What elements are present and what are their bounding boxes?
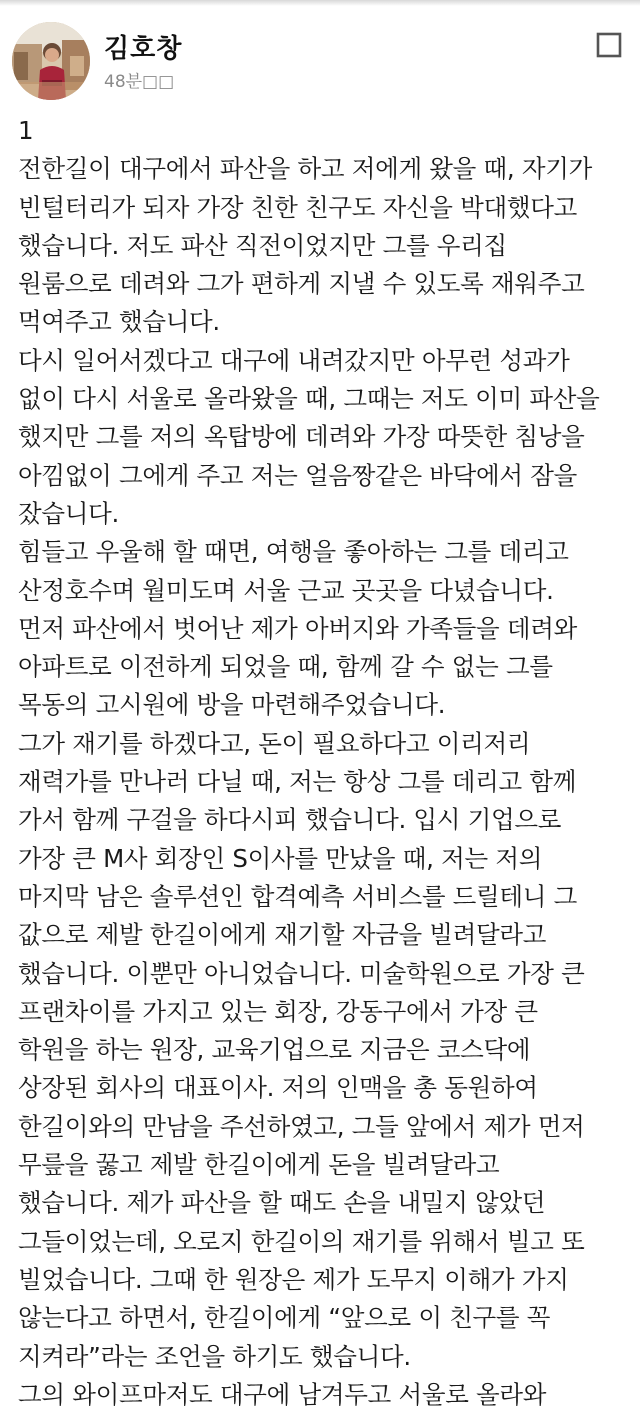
- post-text-line: 빈털터리가 되자 가장 친한 친구도 자신을 박대했다고: [18, 192, 577, 222]
- post-text-line: 했습니다. 저도 파산 직전이었지만 그를 우리집: [18, 230, 507, 260]
- post-text-line: 목동의 고시원에 방을 마련해주었습니다.: [18, 690, 446, 720]
- post-text-line: 무릎을 꿇고 제발 한길이에게 돈을 빌려달라고: [18, 1150, 500, 1180]
- post-text-line: 마지막 남은 솔루션인 합격예측 서비스를 드릴테니 그: [18, 881, 577, 911]
- post-text-line: 먹여주고 했습니다.: [18, 307, 220, 337]
- bookmark-icon[interactable]: [596, 32, 622, 58]
- post-text-line: 잤습니다.: [18, 498, 119, 528]
- post-text-line: 상장된 회사의 대표이사. 저의 인맥을 총 동원하여: [18, 1073, 538, 1103]
- post-header: [0, 14, 640, 106]
- post-text-line: 했지만 그를 저의 옥탑방에 데려와 가장 따뜻한 침낭을: [18, 422, 585, 452]
- author-avatar[interactable]: [12, 22, 90, 100]
- post-text-line: 그들이었는데, 오로지 한길이의 재기를 위해서 빌고 또: [18, 1226, 585, 1256]
- post-text-line: 아파트로 이전하게 되었을 때, 함께 갈 수 없는 그를: [18, 652, 553, 682]
- post-text-line: 1: [18, 116, 34, 145]
- post-text-line: 먼저 파산에서 벗어난 제가 아버지와 가족들을 데려와: [18, 613, 577, 643]
- post-text-line: 했습니다. 제가 파산을 할 때도 손을 내밀지 않았던: [18, 1188, 546, 1218]
- post-text-line: 없이 다시 서울로 올라왔을 때, 그때는 저도 이미 파산을: [18, 384, 600, 414]
- post-text-line: 값으로 제발 한길이에게 재기할 자금을 빌려달라고: [18, 920, 547, 950]
- post-text-line: 재력가를 만나러 다닐 때, 저는 항상 그를 데리고 함께: [18, 767, 577, 797]
- top-edge-divider: [0, 0, 640, 6]
- post-text-line: 지켜라”라는 조언을 하기도 했습니다.: [18, 1341, 411, 1371]
- post-text-line: 학원을 하는 원장, 교육기업으로 지금은 코스닥에: [18, 1035, 531, 1065]
- post-body: [18, 112, 630, 1414]
- post-text-line: 했습니다. 이뿐만 아니었습니다. 미술학원으로 가장 큰: [18, 958, 585, 988]
- post-text-line: 다시 일어서겠다고 대구에 내려갔지만 아무런 성과가: [18, 345, 570, 375]
- post-text-line: 빌었습니다. 그때 한 원장은 제가 도무지 이해가 가지: [18, 1264, 569, 1294]
- post-text-line: 가서 함께 구걸을 하다시피 했습니다. 입시 기업으로: [18, 805, 562, 835]
- profile-photo-icon: [12, 22, 90, 100]
- post-text-line: 힘들고 우울해 할 때면, 여행을 좋아하는 그를 데리고: [18, 537, 569, 567]
- post-text-line: 한길이와의 만남을 주선하였고, 그들 앞에서 제가 먼저: [18, 1111, 585, 1141]
- post-text-line: 않는다고 하면서, 한길이에게 “앞으로 이 친구를 꼭: [18, 1303, 551, 1333]
- post-timestamp: 48분□□: [104, 72, 175, 92]
- post-text-line: 프랜차이를 가지고 있는 회장, 강동구에서 가장 큰: [18, 996, 538, 1026]
- bookmark-square-icon: [596, 32, 622, 58]
- author-name[interactable]: 김호창: [104, 34, 183, 64]
- post-text-line: 아낌없이 그에게 주고 저는 얼음짱같은 바닥에서 잠을: [18, 460, 577, 490]
- post-text-line: 전한길이 대구에서 파산을 하고 저에게 왔을 때, 자기가: [18, 154, 592, 184]
- post-text-line: 그의 와이프마저도 대구에 남겨두고 서울로 올라와: [18, 1379, 547, 1409]
- post-text-line: 가장 큰 M사 회장인 S이사를 만났을 때, 저는 저의: [18, 843, 543, 873]
- post-text-line: 산정호수며 월미도며 서울 근교 곳곳을 다녔습니다.: [18, 575, 554, 605]
- post-text-line: 원룸으로 데려와 그가 편하게 지낼 수 있도록 재워주고: [18, 269, 585, 299]
- post-text-line: 그가 재기를 하겠다고, 돈이 필요하다고 이리저리: [18, 728, 531, 758]
